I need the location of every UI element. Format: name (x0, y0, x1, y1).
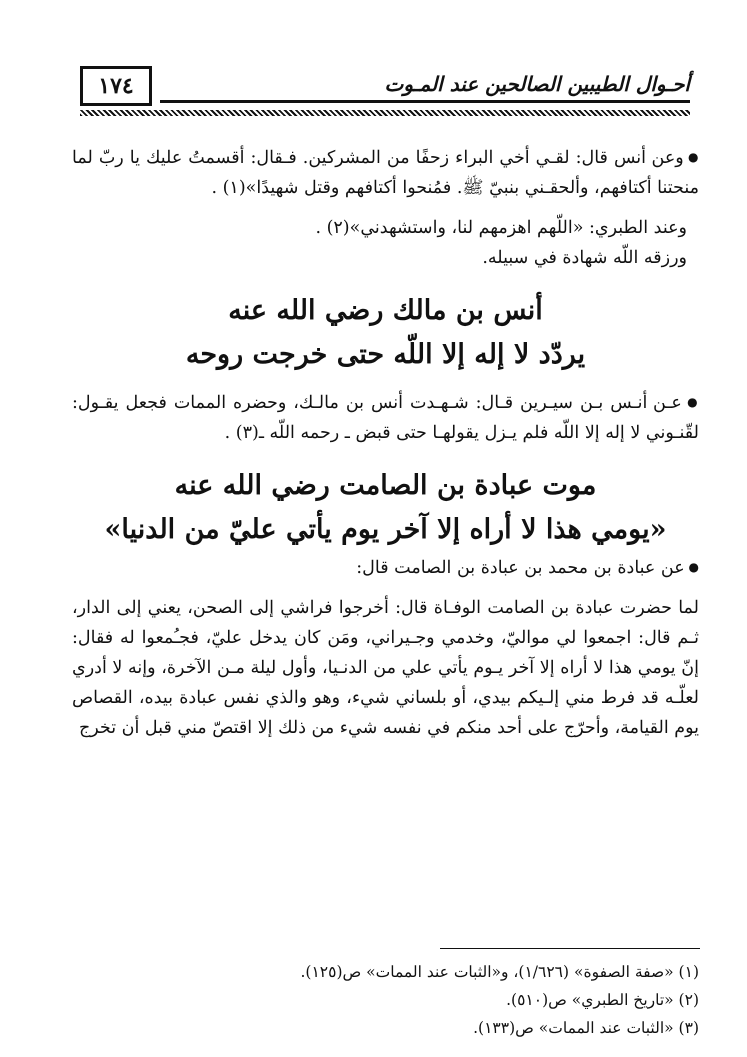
section-heading-anas-name: أنس بن مالك رضي الله عنه (228, 295, 543, 326)
page-body (72, 142, 699, 743)
section-heading-ubada-quote: «يومي هذا لا أراه إلا آخر يوم يأتي عليّ من الدنيا» (104, 514, 667, 545)
header-rule (160, 100, 690, 103)
header-hatch-border (80, 110, 690, 116)
page-number: ١٧٤ (80, 66, 152, 106)
footnote: (٣) «الثبات عند الممات» ص(١٣٣). (473, 1019, 699, 1037)
running-title: أحـوال الطيبين الصالحين عند المـوت (384, 72, 690, 96)
paragraph-ubada-story: لما حضرت عبادة بن الصامت الوفـاة قال: أخرجوا فراشي إلى الصحن، يعني إلى الدار، ثـم قال: اجمعوا لي مواليّ، وخدمي وجـيراني، ومَن كان يدخل عليّ، فجـُمعوا له فقال: إنّ يومي هذا لا أراه إلا آخر يـوم يأتي علي من الدنـيا، وأول ليلة مـن الآخرة، وإنه لا أدري لعلّـه قد فرط مني إلـيكم بيدي، أو بلساني شيء، وهو والذي نفس عبادة بيده، القصاص يوم القيامة، وأحرّج على أحد منكم في نفسه شيء من ذلك إلا اقتصّ مني قبل أن تخرج (72, 598, 699, 738)
page-header (70, 66, 690, 114)
footnotes (60, 958, 699, 1042)
section-heading-anas-subtitle: يردّد لا إله إلا اللّه حتى خرجت روحه (185, 339, 586, 370)
footnote-separator (440, 948, 700, 949)
paragraph-anas-bara: ● وعن أنس قال: لقـي أخي البراء زحفًا من المشركين. فـقال: أقسمتُ عليك يا ربّ لما منحتنا أكتافهم، وألحقـني بنبيّ ﷺ. فمُنحوا أكتافهم وقتل شهيدًا»(١) . (72, 142, 699, 203)
paragraph-ubada-narrator: ● عن عبادة بن محمد بن عبادة بن الصامت قال: (72, 552, 699, 583)
footnote: (١) «صفة الصفوة» (١/٦٢٦)، و«الثبات عند الممات» ص(١٢٥). (300, 963, 699, 981)
paragraph-anas-death: ● عـن أنـس بـن سيـرين قـال: شـهـدت أنس بن مالـك، وحضره الممات فجعل يقـول: لقّنـوني لا إله إلا اللّه فلم يـزل يقولهـا حتى قبض ـ رحمه اللّه ـ(٣) . (72, 387, 699, 448)
section-heading-ubada-name: موت عبادة بن الصامت رضي الله عنه (174, 470, 597, 501)
paragraph-tabari: وعند الطبري: «اللّهم اهزمهم لنا، واستشهدني»(٢) . (315, 218, 687, 238)
paragraph-martyrdom: ورزقه اللّه شهادة في سبيله. (482, 248, 687, 268)
footnote: (٢) «تاريخ الطبري» ص(٥١٠). (506, 991, 699, 1009)
